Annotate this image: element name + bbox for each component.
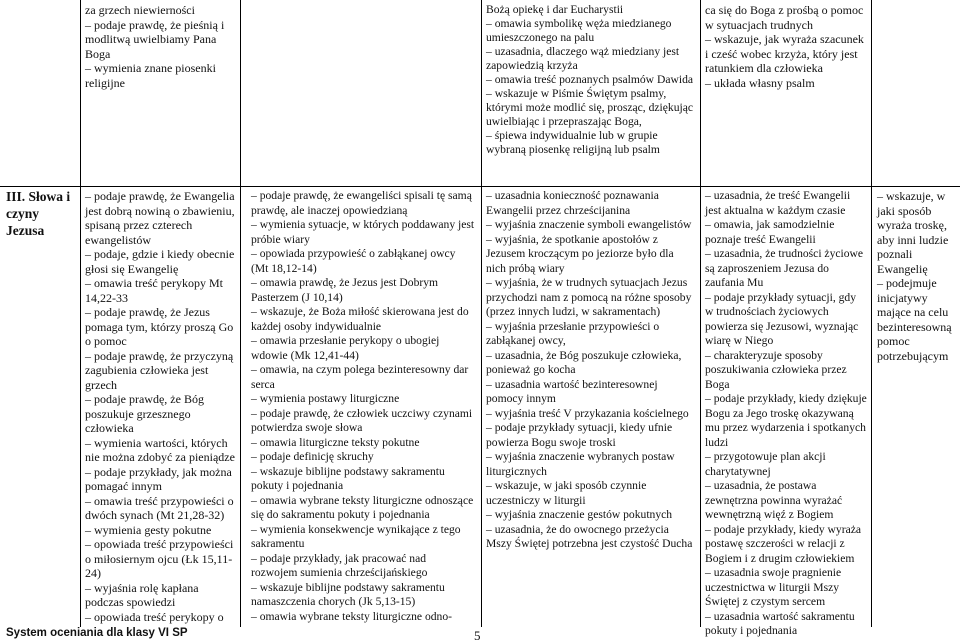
list-item: – podaje prawdę, że pieśnią i modlitwą uwielbiamy Pana Boga	[85, 17, 225, 61]
table-line	[871, 0, 872, 627]
list-item: – uzasadnia, że treść Ewangelii jest aktualna w każdym czasie	[705, 189, 851, 217]
list-item: – uzasadnia swoje pragnienie uczestnictwa w liturgii Mszy Świętej z czystym sercem	[705, 566, 842, 608]
list-item: – podaje prawdę, że przyczyną zagubienia człowieka jest grzech	[85, 348, 234, 392]
table-line	[0, 186, 960, 187]
list-item: – układa własny psalm	[705, 75, 815, 90]
list-item: Bożą opiekę i dar Eucharystii	[486, 3, 624, 16]
list-item: – podaje prawdę, że człowiek uczciwy czynami potwierdza swoje słowa	[251, 406, 473, 434]
column-4-section	[705, 189, 867, 639]
list-item: – przygotowuje plan akcji charytatywnej	[705, 450, 826, 478]
list-item: – podaje prawdę, że Ewangelia jest dobrą nowiną o zbawieniu, spisaną przez czterech ewangelistów	[85, 189, 235, 247]
list-item: – uzasadnia, że Bóg poszukuje człowieka, ponieważ go kocha	[486, 348, 682, 376]
list-item: – wymienia gesty pokutne	[85, 522, 212, 537]
section-title: III. Słowa i czyny Jezusa	[6, 189, 71, 238]
list-item: – uzasadnia, że postawa zewnętrzna powinna wyrażać wewnętrzną więź z Bogiem	[705, 479, 843, 521]
list-item: – wymienia znane piosenki religijne	[85, 61, 216, 90]
list-item: – wskazuje, w jaki sposób czynnie uczestniczy w liturgii	[486, 479, 647, 507]
list-item: – wyjaśnia znaczenie gestów pokutnych	[486, 508, 673, 521]
list-item: – wyjaśnia przesłanie przypowieści o zabłąkanej owcy,	[486, 319, 660, 347]
list-item: – podaje, gdzie i kiedy obecnie głosi się Ewangelię	[85, 247, 235, 276]
list-item: – podaje prawdę, że Bóg poszukuje grzesznego człowieka	[85, 392, 204, 435]
list-item: – uzasadnia, dlaczego wąż miedziany jest zapowiedzią krzyża	[486, 45, 680, 72]
table-line	[80, 0, 81, 627]
list-item: – wskazuje biblijne podstawy sakramentu pokuty i pojednania	[251, 464, 445, 492]
list-item: – omawia wybrane teksty liturgiczne odnoszące się do sakramentu pokuty i pojednania	[251, 493, 474, 521]
list-item: – podaje prawdę, że ewangeliści spisali tę samą prawdę, ale inaczej opowiedzianą	[251, 189, 472, 217]
list-item: – podaje przykłady, jak pracować nad rozwojem sumienia chrześcijańskiego	[251, 551, 428, 579]
column-3-top	[486, 3, 694, 157]
list-item: – opowiada przypowieść o zabłąkanej owcy (Mt 18,12-14)	[251, 247, 456, 275]
list-item: – omawia prawdę, że Jezus jest Dobrym Pasterzem (J 10,14)	[251, 276, 439, 304]
list-item: – omawia wybrane teksty liturgiczne odno-	[251, 609, 453, 623]
list-item: – wskazuje biblijne podstawy sakramentu namaszczenia chorych (Jk 5,13-15)	[251, 580, 445, 608]
list-item: – omawia przesłanie perykopy o ubogiej wdowie (Mk 12,41-44)	[251, 334, 440, 362]
list-item: – wskazuje, jak wyraża szacunek i cześć wobec krzyża, który jest ratunkiem dla człowieka	[705, 32, 864, 75]
list-item: – uzasadnia, że do owocnego przeżycia Mszy Świętej potrzebna jest czystość Ducha	[486, 522, 693, 550]
list-item: – uzasadnia konieczność poznawania Ewangelii przez chrześcijanina	[486, 189, 659, 217]
list-item: – omawia, jak samodzielnie poznaje treść Ewangelii	[705, 218, 835, 246]
table-line	[240, 0, 241, 627]
list-item: – opowiada treść perykopy o	[85, 609, 224, 624]
list-item: – uzasadnia wartość sakramentu pokuty i pojednania	[705, 609, 855, 637]
list-item: – podaje przykłady, jak można pomagać innym	[85, 464, 232, 493]
list-item: – wymienia postawy liturgiczne	[251, 392, 400, 405]
list-item: – wskazuje w Piśmie Świętym psalmy, którymi może modlić się, prosząc, dziękując uwielbiając i przepraszając Boga,	[486, 87, 694, 128]
list-item: – wymienia konsekwencje wynikające z tego sakramentu	[251, 522, 461, 550]
list-item: – omawia treść perykopy Mt 14,22-33	[85, 276, 223, 305]
table-line	[700, 0, 701, 627]
list-item: ca się do Boga z prośbą o pomoc w sytuacjach trudnych	[705, 3, 864, 32]
list-item: – wymienia sytuacje, w których poddawany jest próbie wiary	[251, 218, 475, 246]
column-3-section	[486, 189, 694, 552]
list-item: – wyjaśnia znaczenie wybranych postaw liturgicznych	[486, 450, 675, 478]
list-item: – podaje przykłady, kiedy dziękuje Bogu za Jego troskę okazywaną mu przez wydarzenia i spotkanych ludzi	[705, 392, 867, 449]
list-item: za grzech niewierności	[85, 3, 195, 17]
page-number: 5	[474, 628, 481, 643]
list-item: – wyjaśnia znaczenie symboli ewangelistów	[486, 218, 692, 231]
table-line	[481, 0, 482, 627]
list-item: – wyjaśnia treść V przykazania kościelnego	[486, 406, 689, 420]
list-item: – podaje prawdę, że Jezus pomaga tym, którzy proszą Go o pomoc	[85, 305, 234, 348]
list-item: – omawia treść poznanych psalmów Dawida	[486, 73, 694, 86]
list-item: – charakteryzuje sposoby poszukiwania człowieka przez Boga	[705, 348, 847, 391]
list-item: – wyjaśnia rolę kapłana podczas spowiedzi	[85, 580, 199, 609]
list-item: – wymienia wartości, których nie można zdobyć za pieniądze	[85, 435, 235, 464]
list-item: – podejmuje inicjatywy mające na celu bezinteresowną pomoc potrzebującym	[877, 276, 952, 363]
list-item: – wskazuje, w jaki sposób wyraża troskę, aby inni ludzie poznali Ewangelię	[877, 189, 949, 276]
list-item: – wyjaśnia, że spotkanie apostołów z Jezusem kroczącym po jeziorze było dla nich próbą wiary	[486, 232, 674, 275]
list-item: – wyjaśnia, że w trudnych sytuacjach Jezus przychodzi nam z pomocą na różne sposoby (przez innych ludzi, w sakramentach)	[486, 276, 692, 318]
list-item: – podaje przykłady, kiedy wyraża postawę szczerości w relacji z Bogiem i z drugim człowiekiem	[705, 522, 862, 565]
list-item: – wskazuje, że Boża miłość skierowana jest do każdej osoby indywidualnie	[251, 305, 469, 333]
list-item: – opowiada treść przypowieści o miłosiernym ojcu (Łk 15,11-24)	[85, 537, 234, 580]
column-5-section	[877, 189, 957, 363]
list-item: – śpiewa indywidualnie lub w grupie wybraną piosenkę religijną lub psalm	[486, 129, 660, 156]
column-1-top	[85, 3, 235, 90]
footer-title: System oceniania dla klasy VI SP	[6, 627, 188, 639]
list-item: – omawia treść przypowieści o dwóch synach (Mt 21,28-32)	[85, 493, 234, 522]
list-item: – podaje przykłady sytuacji, kiedy ufnie powierza Bogu swoje troski	[486, 421, 673, 449]
list-item: – omawia symbolikę węża miedzianego umieszczonego na palu	[486, 17, 672, 44]
list-item: – podaje definicję skruchy	[251, 450, 374, 463]
list-item: – omawia, na czym polega bezinteresowny dar serca	[251, 363, 469, 391]
list-item: – omawia liturgiczne teksty pokutne	[251, 435, 420, 449]
list-item: – podaje przykłady sytuacji, gdy w trudnościach życiowych powierza się Jezusowi, wyznając wiarę w Niego	[705, 290, 859, 347]
column-2-section	[251, 189, 475, 624]
list-item: – uzasadnia wartość bezinteresownej pomocy innym	[486, 377, 658, 405]
column-4-top	[705, 3, 867, 90]
column-1-section	[85, 189, 238, 624]
list-item: – uzasadnia, że trudności życiowe są zaproszeniem Jezusa do zaufania Mu	[705, 247, 864, 289]
